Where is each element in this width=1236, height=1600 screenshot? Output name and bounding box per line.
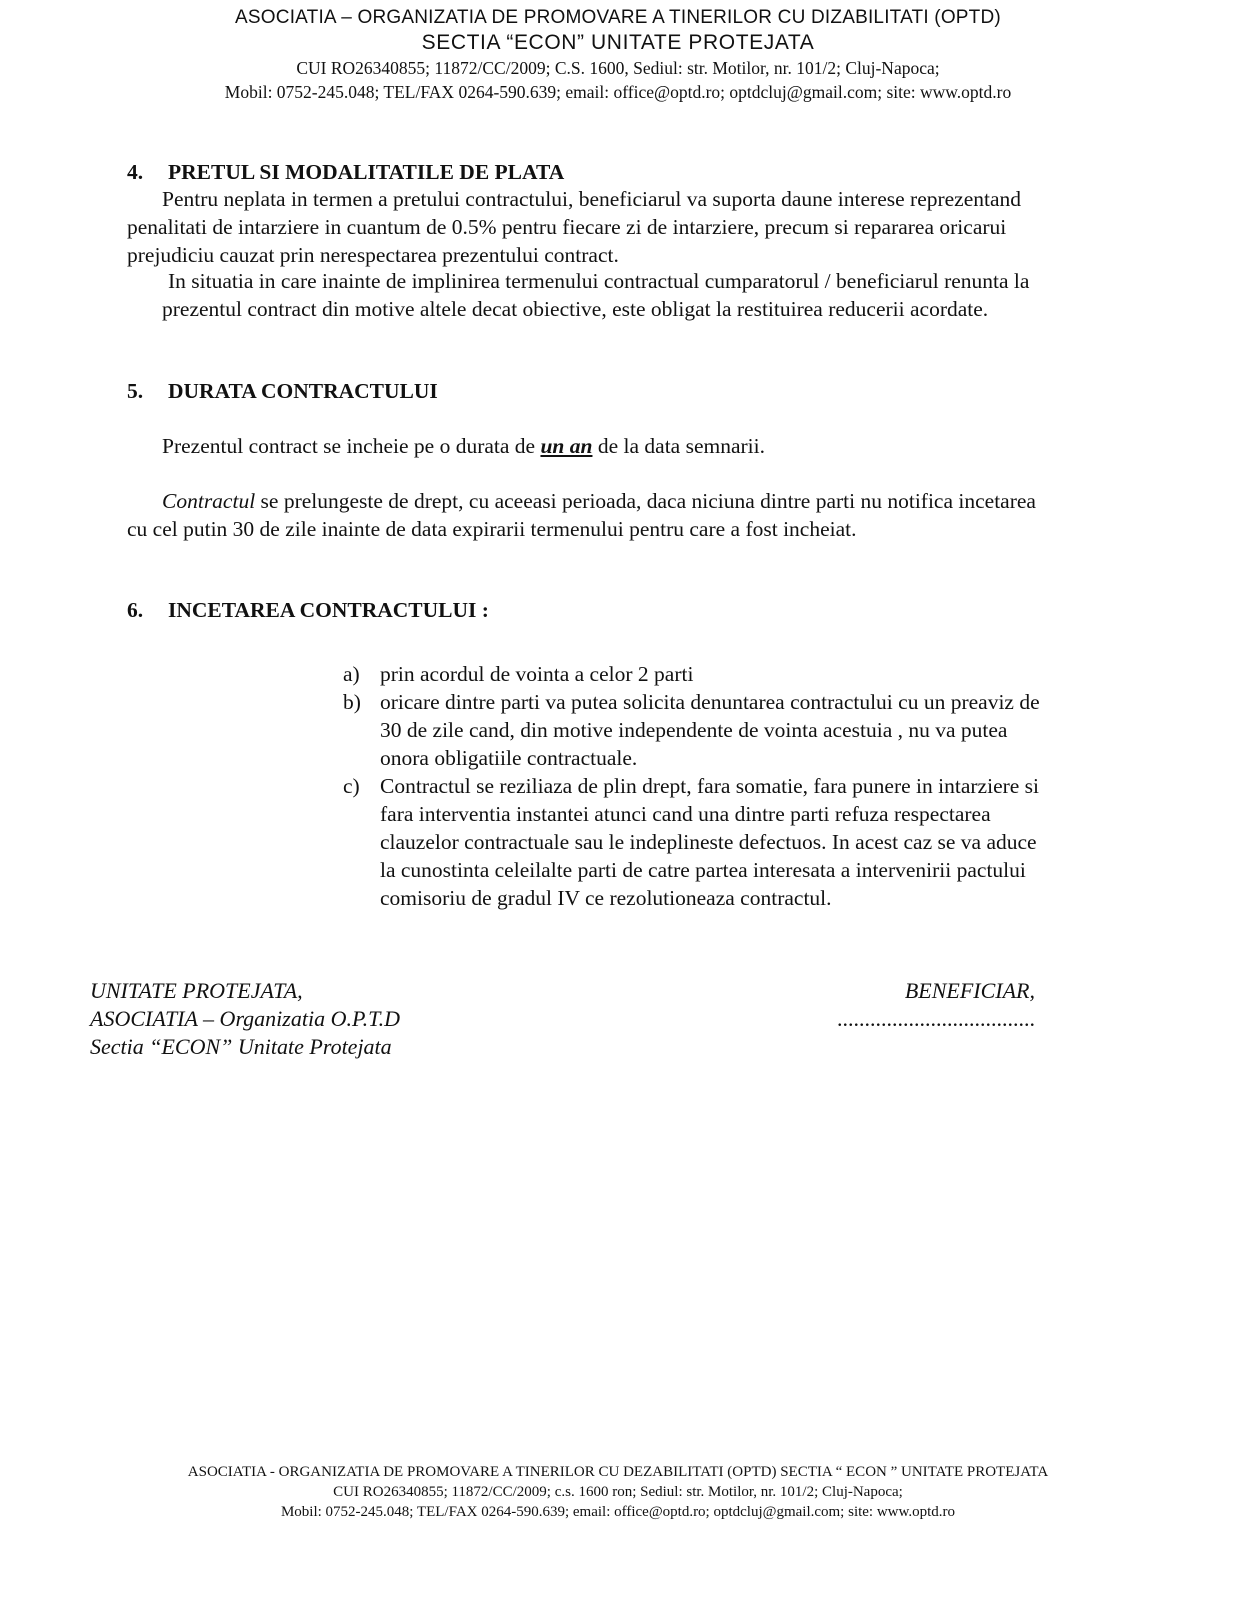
list-item-text: prin acordul de vointa a celor 2 parti	[380, 662, 694, 686]
list-marker: b)	[343, 690, 361, 714]
signature-beneficiary-label: BENEFICIAR,	[904, 978, 1035, 1003]
list-item-text: Contractul se reziliaza de plin drept, fara somatie, fara punere in intarziere si fara interventia instantei atunci cand una dintre parti refuza respectarea clauzelor contractuale sau le indeplineste defectuos. In acest caz se va aduce la cunostinta celeilalte parti de catre partea interesata a intervenirii pactului comisoriu de gradul IV ce rezolutioneaza contractul.	[380, 774, 1040, 910]
section-5-number: 5.	[127, 379, 144, 403]
section-6-heading	[127, 596, 489, 624]
header-registration-info: CUI RO26340855; 11872/CC/2009; C.S. 1600, Sediul: str. Motilor, nr. 101/2; Cluj-Napoca;	[296, 58, 940, 78]
termination-list	[343, 660, 1043, 912]
list-item-text: oricare dintre parti va putea solicita denuntarea contractului cu un preaviz de 30 de zile cand, din motive independente de vointa acestuia , nu va putea onora obligatiile contractuale.	[380, 690, 1040, 770]
signature-provider-line-3: Sectia “ECON” Unitate Protejata	[90, 1034, 392, 1059]
section-6-title: INCETAREA CONTRACTULUI :	[168, 598, 489, 622]
letterhead	[0, 6, 1236, 104]
list-item	[343, 772, 1043, 912]
contract-emphasis: Contractul	[162, 489, 256, 513]
section-5-heading	[127, 377, 438, 405]
section-4-paragraph-1: Pentru neplata in termen a pretului contractului, beneficiarul va suporta daune interese reprezentand penalitati de intarziere in cuantum de 0.5% pentru fiecare zi de intarziere, precum si repararea oricarui prejudiciu cauzat prin nerespectarea prezentului contract.	[127, 187, 1022, 267]
list-marker: a)	[343, 662, 360, 686]
section-4-number: 4.	[127, 160, 144, 184]
section-5-title: DURATA CONTRACTULUI	[168, 379, 438, 403]
signature-beneficiary-blank: ....................................	[837, 1006, 1035, 1031]
list-marker: c)	[343, 774, 360, 798]
signature-provider	[90, 977, 400, 1061]
section-4-heading	[127, 158, 564, 186]
section-5-paragraph-2: Contractul se prelungeste de drept, cu aceeasi perioada, daca niciuna dintre parti nu notifica incetarea cu cel putin 30 de zile inainte de data expirarii termenului pentru care a fost incheiat.	[127, 489, 1036, 541]
list-item	[343, 660, 1043, 688]
header-section-name: SECTIA “ECON” UNITATE PROTEJATA	[421, 31, 815, 54]
header-contact-info: Mobil: 0752-245.048; TEL/FAX 0264-590.639; email: office@optd.ro; optdcluj@gmail.com; site: www.optd.ro	[224, 82, 1012, 102]
header-organization-name: ASOCIATIA – ORGANIZATIA DE PROMOVARE A TINERILOR CU DIZABILITATI (OPTD)	[235, 7, 1001, 28]
section-6-number: 6.	[127, 598, 144, 622]
footer-registration-info: CUI RO26340855; 11872/CC/2009; c.s. 1600 ron; Sediul: str. Motilor, nr. 101/2; Cluj-Napoca;	[333, 1484, 903, 1500]
section-5-paragraph-1: Prezentul contract se incheie pe o durata de un an de la data semnarii.	[162, 434, 765, 458]
footer-contact-info: Mobil: 0752-245.048; TEL/FAX 0264-590.639; email: office@optd.ro; optdcluj@gmail.com; site: www.optd.ro	[280, 1504, 956, 1520]
signature-provider-line-2: ASOCIATIA – Organizatia O.P.T.D	[90, 1006, 401, 1031]
page-footer	[0, 1462, 1236, 1522]
list-item	[343, 688, 1043, 772]
section-4-paragraph-2: In situatia in care inainte de implinirea termenului contractual cumparatorul / beneficiarul renunta la prezentul contract din motive altele decat obiective, este obligat la restituirea reducerii acordate.	[162, 269, 1030, 321]
section-4-title: PRETUL SI MODALITATILE DE PLATA	[168, 160, 565, 184]
duration-emphasis: un an	[540, 434, 593, 458]
signature-provider-line-1: UNITATE PROTEJATA,	[90, 978, 303, 1003]
signature-beneficiary	[837, 977, 1035, 1033]
footer-organization-name: ASOCIATIA - ORGANIZATIA DE PROMOVARE A TINERILOR CU DEZABILITATI (OPTD) SECTIA “ ECON ” UNITATE PROTEJATA	[187, 1464, 1049, 1480]
